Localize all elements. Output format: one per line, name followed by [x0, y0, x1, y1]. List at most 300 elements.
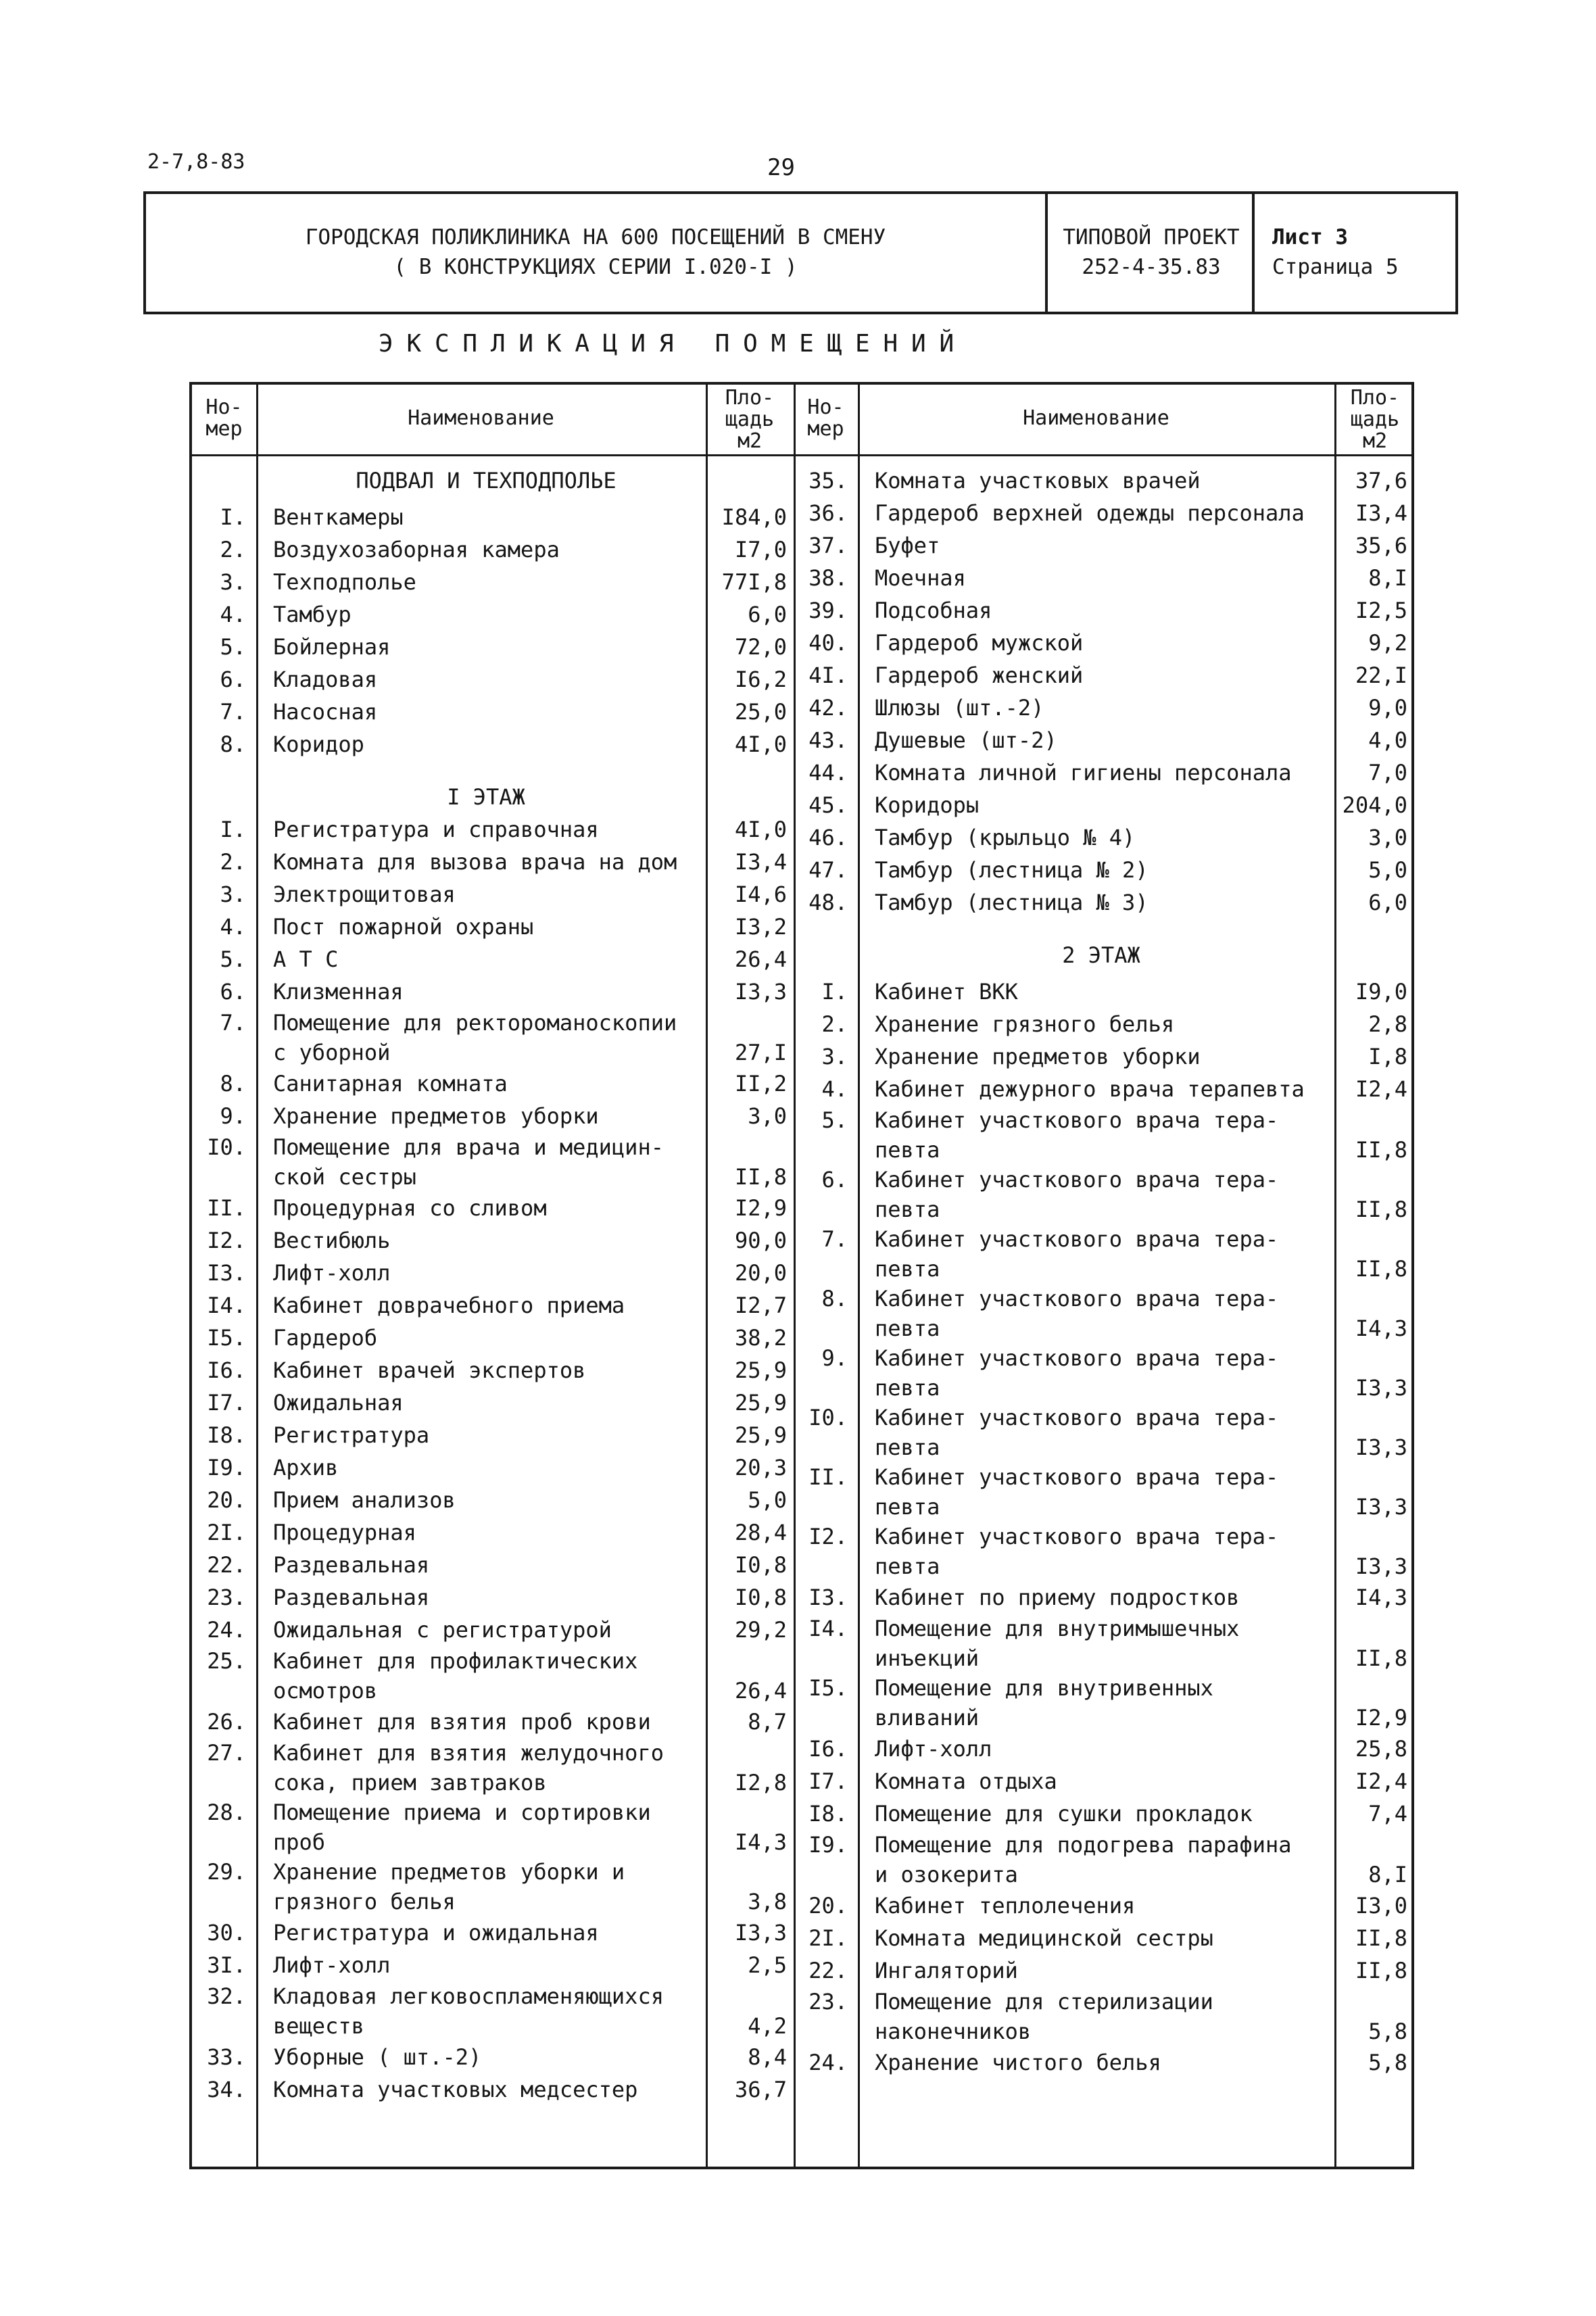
room-name-line: Комната отдыха: [875, 1768, 1057, 1794]
room-name-line: Коридор: [273, 731, 364, 757]
room-name-line: Гардероб мужской: [875, 630, 1084, 656]
room-area: 25,8: [1355, 1736, 1407, 1762]
room-name: [875, 1284, 1328, 1343]
column-header-area: Пло- щадь м2: [725, 386, 775, 453]
room-name-line: Помещение для стерилизации: [875, 1989, 1213, 2015]
room-area: II,8: [1355, 1137, 1407, 1163]
room-name-line: Кабинет участкового врача тера-: [875, 1226, 1279, 1252]
table-row: [192, 1522, 1411, 1581]
room-name-line: Комната медицинской сестры: [875, 1925, 1213, 1951]
row-number: 8.: [821, 1286, 848, 1311]
row-number: 33.: [207, 2044, 246, 2070]
room-area: 5,0: [748, 1487, 787, 1513]
table-row: [192, 1284, 1411, 1343]
row-number: I6.: [207, 1357, 246, 1383]
row-number: 9.: [220, 1103, 246, 1129]
room-area: 4I,0: [734, 817, 787, 842]
row-number: 2.: [220, 849, 246, 875]
room-name-line: Комната для вызова врача на дом: [273, 849, 677, 875]
room-name-line: Кабинет участкового врача тера-: [875, 1524, 1279, 1549]
room-area: II,8: [1355, 1925, 1407, 1951]
room-name: [875, 1733, 1328, 1765]
room-name-line: Хранение предметов уборки: [273, 1103, 599, 1129]
room-area: 26,4: [734, 946, 787, 972]
table-row: [192, 789, 1411, 821]
row-number: 6.: [220, 667, 246, 692]
room-area: I6,2: [734, 667, 787, 692]
room-area: 27,I: [734, 1040, 787, 1065]
row-number: 8.: [220, 731, 246, 757]
table-row: [192, 975, 1411, 1008]
row-number: 4I.: [808, 662, 848, 688]
room-name-line: Помещение для подогрева парафина: [875, 1832, 1292, 1858]
row-number: 22.: [808, 1958, 848, 1983]
room-name-line: Лифт-холл: [875, 1736, 992, 1762]
room-name: [875, 724, 1328, 756]
project-code: 252-4-35.83: [1082, 255, 1221, 279]
table-row: [192, 1830, 1411, 1889]
room-name-line: Кабинет участкового врача тера-: [875, 1167, 1279, 1192]
room-area: I3,3: [1355, 1434, 1407, 1460]
row-number: 26.: [207, 1709, 246, 1735]
table-row: [192, 1165, 1411, 1224]
room-area: II,8: [1355, 1256, 1407, 1282]
row-number: 46.: [808, 825, 848, 850]
table-row: [192, 1614, 1411, 1673]
room-area: 25,9: [734, 1422, 787, 1448]
room-area: I3,3: [734, 1920, 787, 1946]
room-area: 5,8: [1368, 2019, 1407, 2044]
room-name-line: грязного белья: [273, 1889, 456, 1914]
room-area: 20,0: [734, 1260, 787, 1286]
room-name-line: Помещение для врача и медицин-: [273, 1134, 664, 1160]
room-area: 2,8: [1368, 1011, 1407, 1037]
room-name: [875, 659, 1328, 692]
room-name-line: Тамбур: [273, 602, 352, 627]
table-row: [192, 756, 1411, 789]
row-number: 2I.: [207, 1520, 246, 1545]
room-name: [875, 1987, 1328, 2046]
table-row: [192, 497, 1411, 529]
row-number: I4.: [207, 1293, 246, 1318]
room-name-line: Помещение для ректороманоскопии: [273, 1010, 677, 1036]
room-area: 29,2: [734, 1617, 787, 1643]
room-area: 7,0: [1368, 760, 1407, 786]
sheet-block: [1272, 222, 1455, 282]
row-number: 4.: [220, 602, 246, 627]
room-name-line: Кабинет участкового врача тера-: [875, 1345, 1279, 1371]
room-name-line: Хранение предметов уборки и: [273, 1859, 625, 1885]
row-number: 34.: [207, 2077, 246, 2102]
room-name-line: Кабинет для взятия желудочного: [273, 1740, 664, 1766]
room-name-line: инъекций: [875, 1645, 980, 1671]
room-name: [875, 1798, 1328, 1830]
room-area: 8,I: [1368, 1862, 1407, 1887]
room-area: 4I,0: [734, 731, 787, 757]
room-name-line: певта: [875, 1553, 940, 1579]
room-area: 90,0: [734, 1228, 787, 1253]
room-area: 6,0: [748, 602, 787, 627]
room-area: I3,4: [734, 849, 787, 875]
room-name: [875, 529, 1328, 562]
row-number: 6.: [821, 1167, 848, 1192]
table-row: [192, 1987, 1411, 2046]
row-number: 22.: [207, 1552, 246, 1578]
room-name: [875, 975, 1328, 1008]
row-number: 9.: [821, 1345, 848, 1371]
title-block: [143, 191, 1458, 314]
room-name: [875, 1073, 1328, 1105]
room-name-line: певта: [875, 1316, 940, 1341]
room-name-line: певта: [875, 1494, 940, 1520]
room-name-line: Кабинет участкового врача тера-: [875, 1405, 1279, 1430]
row-number: I3.: [808, 1585, 848, 1610]
row-number: 2I.: [808, 1925, 848, 1951]
room-name-line: Кабинет доврачебного приема: [273, 1293, 625, 1318]
room-area: 4,0: [1368, 727, 1407, 753]
row-number: 35.: [808, 468, 848, 493]
room-area: I3,3: [1355, 1494, 1407, 1520]
table-row: [192, 529, 1411, 562]
table-row: [192, 1733, 1411, 1765]
room-name: [875, 1403, 1328, 1462]
row-number: I7.: [808, 1768, 848, 1794]
room-area: 77I,8: [721, 569, 787, 595]
row-number: 7.: [220, 1010, 246, 1036]
row-number: 20.: [207, 1487, 246, 1513]
room-name-line: певта: [875, 1256, 940, 1282]
room-name-line: Ожидальная: [273, 1390, 404, 1416]
room-name-line: Тамбур (крыльцо № 4): [875, 825, 1136, 850]
row-number: 3I.: [207, 1952, 246, 1978]
row-number: II.: [207, 1195, 246, 1221]
room-name: [875, 1673, 1328, 1733]
project-code-block: [1049, 222, 1253, 282]
row-number: 20.: [808, 1893, 848, 1919]
room-area: 25,9: [734, 1390, 787, 1416]
room-name-line: вливаний: [875, 1705, 980, 1731]
row-number: 3.: [821, 1044, 848, 1069]
project-label: ТИПОВОЙ ПРОЕКТ: [1063, 225, 1240, 249]
row-number: 28.: [207, 1800, 246, 1825]
room-area: 9,0: [1368, 695, 1407, 721]
table-row: [192, 724, 1411, 756]
row-number: I7.: [207, 1390, 246, 1416]
row-number: 45.: [808, 792, 848, 818]
column-header-name: Наименование: [1023, 406, 1169, 430]
room-name-line: с уборной: [273, 1040, 391, 1065]
room-area: II,8: [734, 1164, 787, 1190]
table-row: [192, 1798, 1411, 1830]
room-name-line: Комната участковых врачей: [875, 468, 1201, 493]
room-area: 4,2: [748, 2013, 787, 2039]
room-name-line: Воздухозаборная камера: [273, 537, 560, 562]
room-name: [875, 1105, 1328, 1165]
room-name-line: А Т С: [273, 946, 339, 972]
room-name-line: Техподполье: [273, 569, 416, 595]
row-number: 2.: [821, 1011, 848, 1037]
room-area: 3,0: [748, 1103, 787, 1129]
room-name: [875, 854, 1328, 886]
row-number: I5.: [808, 1675, 848, 1701]
room-name-line: Кабинет участкового врача тера-: [875, 1464, 1279, 1490]
row-number: 24.: [808, 2050, 848, 2075]
room-name-line: Регистратура: [273, 1422, 430, 1448]
room-area: II,8: [1355, 1958, 1407, 1983]
room-name-line: Гардероб верхней одежды персонала: [875, 500, 1305, 526]
room-name-line: Хранение предметов уборки: [875, 1044, 1201, 1069]
room-name-line: Кабинет врачей экспертов: [273, 1357, 586, 1383]
sheet-page: Страница 5: [1272, 255, 1399, 279]
room-area: 5,8: [1368, 2050, 1407, 2075]
table-row: [192, 1224, 1411, 1284]
room-name-line: Раздевальная: [273, 1552, 430, 1578]
room-name-line: осмотров: [273, 1678, 378, 1704]
room-area: I7,0: [734, 537, 787, 562]
room-area: 72,0: [734, 634, 787, 660]
room-name-line: Регистратура и ожидальная: [273, 1920, 599, 1946]
row-number: I2.: [808, 1524, 848, 1549]
room-name: [875, 1040, 1328, 1073]
room-area: I9,0: [1355, 979, 1407, 1005]
room-name-line: Кабинет ВКК: [875, 979, 1018, 1005]
row-number: I5.: [207, 1325, 246, 1351]
room-area: I2,5: [1355, 598, 1407, 623]
row-number: I6.: [808, 1736, 848, 1762]
room-name-line: певта: [875, 1375, 940, 1401]
room-area: I2,7: [734, 1293, 787, 1318]
row-number: I9.: [207, 1455, 246, 1480]
room-area: I3,3: [1355, 1553, 1407, 1579]
room-name-line: Процедурная со сливом: [273, 1195, 547, 1221]
room-area: 9,2: [1368, 630, 1407, 656]
room-area: 7,4: [1368, 1801, 1407, 1827]
room-name: [875, 1343, 1328, 1403]
room-area: I2,8: [734, 1770, 787, 1795]
room-name-line: проб: [273, 1829, 326, 1855]
room-name-line: и озокерита: [875, 1862, 1018, 1887]
row-number: I3.: [207, 1260, 246, 1286]
room-area: 36,7: [734, 2077, 787, 2102]
row-number: 39.: [808, 598, 848, 623]
room-name-line: Прием анализов: [273, 1487, 456, 1513]
room-name-line: Гардероб: [273, 1325, 378, 1351]
table-row: [192, 1922, 1411, 1954]
room-name-line: Раздевальная: [273, 1585, 430, 1610]
row-number: I0.: [207, 1134, 246, 1160]
table-row: [192, 1040, 1411, 1073]
room-name-line: Хранение чистого белья: [875, 2050, 1161, 2075]
row-number: I8.: [808, 1801, 848, 1827]
row-number: I.: [220, 817, 246, 842]
row-number: 5.: [821, 1107, 848, 1133]
row-number: 5.: [220, 946, 246, 972]
room-name-line: Подсобная: [875, 598, 992, 623]
room-name: [875, 594, 1328, 627]
room-area: 204,0: [1342, 792, 1407, 818]
room-name-line: Тамбур (лестница № 2): [875, 857, 1148, 883]
room-name: [875, 756, 1328, 789]
page-number: 29: [767, 154, 795, 181]
row-number: 29.: [207, 1859, 246, 1885]
document-code: 2-7,8-83: [147, 150, 245, 174]
room-area: I3,2: [734, 914, 787, 940]
room-area: II,8: [1355, 1645, 1407, 1671]
room-area: I3,3: [1355, 1375, 1407, 1401]
row-number: 37.: [808, 533, 848, 558]
table-row: [192, 1008, 1411, 1040]
table-row: [192, 594, 1411, 627]
room-area: 8,7: [748, 1709, 787, 1735]
room-name-line: Кладовая: [273, 667, 378, 692]
row-number: I4.: [808, 1616, 848, 1641]
table-row: [192, 2046, 1411, 2079]
room-name-line: Пост пожарной охраны: [273, 914, 534, 940]
row-number: I2.: [207, 1228, 246, 1253]
room-area: I4,3: [1355, 1316, 1407, 1341]
room-name-line: Регистратура и справочная: [273, 817, 599, 842]
table-row: [192, 1105, 1411, 1165]
room-name-line: наконечников: [875, 2019, 1032, 2044]
row-number: 7.: [821, 1226, 848, 1252]
table-row: [192, 1462, 1411, 1522]
room-name-line: Гардероб женский: [875, 662, 1084, 688]
room-name-line: Хранение грязного белья: [875, 1011, 1175, 1037]
project-title-line2: ( В КОНСТРУКЦИЯХ СЕРИИ I.020-I ): [393, 255, 798, 279]
room-name-line: Помещение для внутримышечных: [875, 1616, 1240, 1641]
room-name: [875, 789, 1328, 821]
section-heading: ПОДВАЛ И ТЕХПОДПОЛЬЕ: [356, 468, 616, 493]
room-name-line: Вестибюль: [273, 1228, 391, 1253]
room-name: [875, 1581, 1328, 1614]
room-area: 25,0: [734, 699, 787, 725]
room-area: 37,6: [1355, 468, 1407, 493]
row-number: 48.: [808, 890, 848, 915]
section-heading: I ЭТАЖ: [447, 784, 525, 810]
room-area: 8,I: [1368, 565, 1407, 591]
room-name-line: Буфет: [875, 533, 940, 558]
room-area: I2,4: [1355, 1768, 1407, 1794]
room-area: 26,4: [734, 1678, 787, 1704]
room-area: I4,3: [734, 1829, 787, 1855]
row-number: 30.: [207, 1920, 246, 1946]
table-row: [192, 1403, 1411, 1462]
room-name-line: Кабинет участкового врача тера-: [875, 1286, 1279, 1311]
room-name: [875, 1522, 1328, 1581]
row-number: 24.: [207, 1617, 246, 1643]
row-number: 6.: [220, 979, 246, 1005]
room-area: 25,9: [734, 1357, 787, 1383]
room-name-line: Клизменная: [273, 979, 404, 1005]
room-area: 3,0: [1368, 825, 1407, 850]
table-heading: ЭКСПЛИКАЦИЯ ПОМЕЩЕНИЙ: [379, 330, 967, 358]
table-row: [192, 886, 1411, 919]
room-area: I3,3: [734, 979, 787, 1005]
room-name-line: Электрощитовая: [273, 882, 456, 907]
table-row: [192, 1765, 1411, 1798]
room-area: 28,4: [734, 1520, 787, 1545]
room-name-line: Кабинет дежурного врача терапевта: [875, 1076, 1305, 1102]
table-row: [192, 464, 1411, 497]
room-name-line: Кабинет для взятия проб крови: [273, 1709, 651, 1735]
room-area: I2,9: [734, 1195, 787, 1221]
room-name-line: Лифт-холл: [273, 1260, 391, 1286]
room-area: I84,0: [721, 504, 787, 530]
room-name: [875, 1765, 1328, 1798]
table-row: [192, 1673, 1411, 1733]
table-row: [192, 1954, 1411, 1987]
table-row: [192, 659, 1411, 692]
room-name-line: Уборные ( шт.-2): [273, 2044, 482, 2070]
sheet-number: Лист 3: [1272, 225, 1348, 249]
row-number: 40.: [808, 630, 848, 656]
room-name: [875, 1614, 1328, 1673]
column-header-name: Наименование: [408, 406, 554, 430]
row-number: 4.: [821, 1076, 848, 1102]
room-name-line: Помещение приема и сортировки: [273, 1800, 651, 1825]
room-name-line: Ожидальная с регистратурой: [273, 1617, 612, 1643]
row-number: II.: [808, 1464, 848, 1490]
table-row: [192, 1073, 1411, 1105]
room-name: [875, 1830, 1328, 1889]
room-name-line: Тамбур (лестница № 3): [875, 890, 1148, 915]
row-number: I9.: [808, 1832, 848, 1858]
room-area: I3,0: [1355, 1893, 1407, 1919]
table-row: [192, 854, 1411, 886]
row-number: 38.: [808, 565, 848, 591]
room-name-line: Кабинет для профилактических: [273, 1648, 638, 1674]
room-name-line: Комната личной гигиены персонала: [875, 760, 1292, 786]
rooms-table: [189, 382, 1414, 2169]
row-number: 5.: [220, 634, 246, 660]
table-row: [192, 821, 1411, 854]
row-number: I8.: [207, 1422, 246, 1448]
room-name-line: певта: [875, 1434, 940, 1460]
row-number: I0.: [808, 1405, 848, 1430]
room-name-line: Комната участковых медсестер: [273, 2077, 638, 2102]
room-name: [273, 943, 699, 975]
room-area: I3,4: [1355, 500, 1407, 526]
room-name: [875, 692, 1328, 724]
row-number: 23.: [207, 1585, 246, 1610]
column-header-number: Но- мер: [205, 395, 243, 441]
room-name: [875, 1889, 1328, 1922]
row-number: 36.: [808, 500, 848, 526]
room-area: I0,8: [734, 1585, 787, 1610]
room-area: 5,0: [1368, 857, 1407, 883]
table-row: [192, 1889, 1411, 1922]
room-area: 6,0: [1368, 890, 1407, 915]
row-number: 32.: [207, 1983, 246, 2009]
row-number: 25.: [207, 1648, 246, 1674]
room-name-line: певта: [875, 1137, 940, 1163]
room-name: [875, 2046, 1328, 2079]
room-name-line: Архив: [273, 1455, 339, 1480]
row-number: I.: [220, 504, 246, 530]
room-area: 20,3: [734, 1455, 787, 1480]
room-name: [875, 627, 1328, 659]
room-name: [875, 821, 1328, 854]
room-name-line: Помещение для внутривенных: [875, 1675, 1213, 1701]
row-number: I.: [821, 979, 848, 1005]
room-area: II,2: [734, 1071, 787, 1096]
row-number: 27.: [207, 1740, 246, 1766]
room-name: [875, 1954, 1328, 1987]
room-name-line: Помещение для сушки прокладок: [875, 1801, 1253, 1827]
project-title-line1: ГОРОДСКАЯ ПОЛИКЛИНИКА НА 600 ПОСЕЩЕНИЙ В СМЕНУ: [305, 225, 886, 249]
row-number: 7.: [220, 699, 246, 725]
table-row: [192, 692, 1411, 724]
